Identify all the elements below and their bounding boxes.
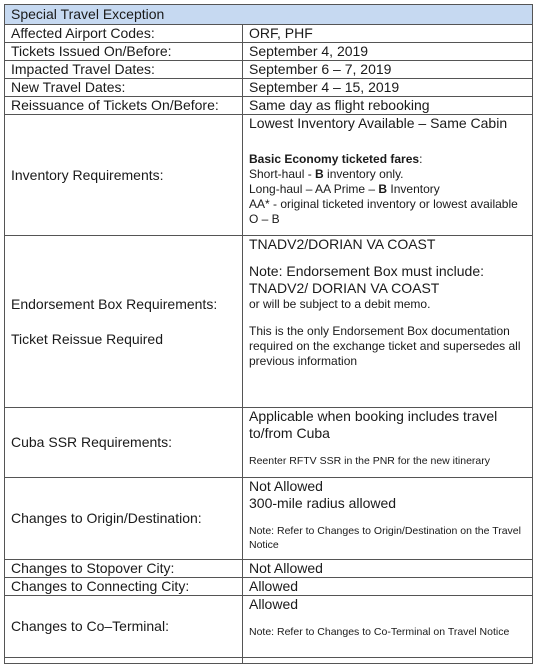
row-value: September 6 – 7, 2019 (243, 61, 533, 79)
row-label: New Travel Dates: (5, 79, 243, 97)
table-row (5, 43, 533, 61)
row-value: Not Allowed (243, 560, 533, 578)
row-value: September 4, 2019 (243, 43, 533, 61)
table-row (5, 115, 533, 236)
exception-table (4, 4, 533, 664)
row-label: Impacted Travel Dates: (5, 61, 243, 79)
row-label: Affected Airport Codes: (5, 25, 243, 43)
row-value: Same day as flight rebooking (243, 97, 533, 115)
coterminal-allowed: Allowed (249, 596, 299, 612)
table-row-partial (5, 658, 533, 664)
table-row (5, 97, 533, 115)
inventory-line: Lowest Inventory Available – Same Cabin (249, 115, 508, 131)
table-row (5, 79, 533, 97)
table-row (5, 408, 533, 478)
long-haul-line: Long-haul – AA Prime – B Inventory (249, 182, 440, 196)
row-value (243, 408, 533, 478)
row-label (5, 236, 243, 408)
table-row (5, 560, 533, 578)
row-value (243, 596, 533, 658)
row-value: Allowed (243, 578, 533, 596)
table-row (5, 478, 533, 560)
row-label: Changes to Connecting City: (5, 578, 243, 596)
title-row (5, 5, 533, 25)
endorsement-only-text: This is the only Endorsement Box documentation required on the exchange ticket and supersedes all previous information (249, 324, 521, 368)
row-label: Reissuance of Tickets On/Before: (5, 97, 243, 115)
row-label: Changes to Co–Terminal: (5, 596, 243, 658)
row-value (243, 236, 533, 408)
table-row (5, 596, 533, 658)
origin-not-allowed: Not Allowed (249, 478, 323, 494)
aa-inventory-line: AA* - original ticketed inventory or lowest available O – B (249, 197, 518, 226)
row-value: ORF, PHF (243, 25, 533, 43)
row-value (243, 478, 533, 560)
coterminal-note: Note: Refer to Changes to Co-Terminal on Travel Notice (249, 626, 510, 638)
ticket-reissue-label: Ticket Reissue Required (11, 330, 163, 347)
table-row (5, 236, 533, 408)
endorsement-code: TNADV2/DORIAN VA COAST (249, 236, 436, 252)
table-row (5, 25, 533, 43)
endorsement-note: Note: Endorsement Box must include: (249, 263, 485, 279)
table-title: Special Travel Exception (5, 5, 533, 25)
row-label: Inventory Requirements: (5, 115, 243, 236)
cuba-line: Applicable when booking includes travel to/from Cuba (249, 408, 498, 441)
row-label: Changes to Stopover City: (5, 560, 243, 578)
origin-note: Note: Refer to Changes to Origin/Destination on the Travel Notice (249, 525, 521, 551)
row-label: Tickets Issued On/Before: (5, 43, 243, 61)
debit-memo-line: or will be subject to a debit memo. (249, 297, 431, 311)
endorsement-note-code: TNADV2/ DORIAN VA COAST (249, 280, 440, 296)
short-haul-line: Short-haul - B inventory only. (249, 167, 404, 181)
row-value: September 4 – 15, 2019 (243, 79, 533, 97)
row-label: Cuba SSR Requirements: (5, 408, 243, 478)
row-value (243, 115, 533, 236)
table-row (5, 578, 533, 596)
origin-radius: 300-mile radius allowed (249, 495, 397, 511)
table-row (5, 61, 533, 79)
endorsement-label: Endorsement Box Requirements: (11, 295, 218, 312)
basic-economy-heading: Basic Economy ticketed fares: (249, 152, 423, 166)
row-label: Changes to Origin/Destination: (5, 478, 243, 560)
cuba-ssr-line: Reenter RFTV SSR in the PNR for the new itinerary (249, 455, 491, 467)
